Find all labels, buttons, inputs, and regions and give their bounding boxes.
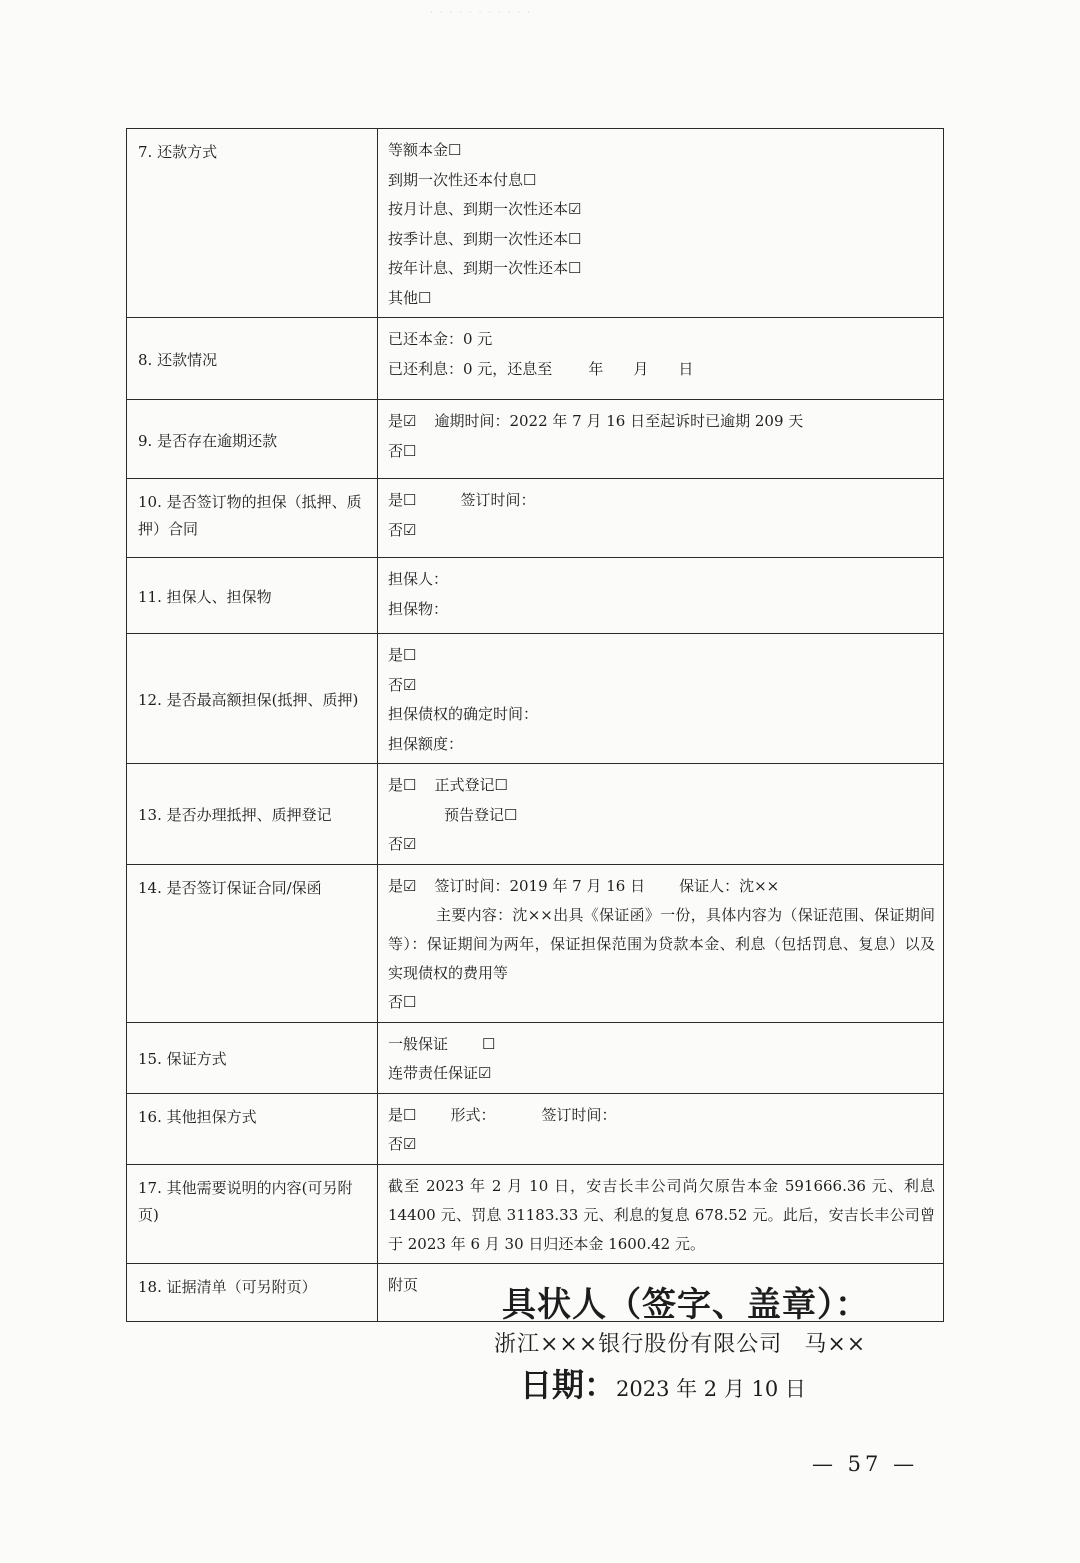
notice-registration-checkbox[interactable]: 预告登记☐	[444, 805, 518, 824]
form-field: 形式：	[450, 1105, 496, 1124]
signature-block	[494, 1282, 1002, 1414]
joint-liability-checkbox[interactable]: 连带责任保证☑	[388, 1064, 492, 1082]
guarantor-name: 保证人：沈××	[679, 876, 780, 895]
page-number: — 57 —	[812, 1452, 919, 1476]
row-registration	[127, 764, 944, 865]
row-guarantor-collateral	[127, 558, 944, 634]
row-label: 18. 证据清单（可另附页）	[127, 1263, 378, 1321]
repaid-interest: 已还利息：0 元，还息至	[388, 359, 553, 378]
sign-time: 签订时间：	[460, 491, 536, 509]
no-checkbox[interactable]: 否☑	[388, 835, 417, 853]
month-label: 月	[633, 359, 649, 378]
row-label: 17. 其他需要说明的内容(可另附页)	[127, 1164, 378, 1263]
row-label: 16. 其他担保方式	[127, 1093, 378, 1164]
date-value: 2023 年 2 月 10 日	[616, 1377, 806, 1401]
row-guarantee-contract	[127, 864, 944, 1022]
yes-checkbox[interactable]: 是☑	[388, 876, 417, 895]
no-checkbox[interactable]: 否☑	[388, 520, 417, 539]
general-guarantee-checkbox[interactable]: ☐	[482, 1034, 496, 1053]
yes-checkbox[interactable]: 是☐	[388, 491, 417, 509]
formal-registration-checkbox[interactable]: 正式登记☐	[434, 776, 508, 794]
option-other[interactable]: 其他☐	[388, 288, 432, 307]
no-checkbox[interactable]: 否☐	[388, 993, 417, 1011]
signer-name: 马××	[804, 1332, 867, 1357]
complaint-form-table	[126, 128, 944, 1322]
guarantor-field: 担保人：	[388, 570, 449, 588]
evidence-content: 附页	[388, 1275, 419, 1294]
no-checkbox[interactable]: 否☑	[388, 1135, 417, 1153]
option-monthly-interest[interactable]: 按月计息、到期一次性还本☑	[388, 200, 582, 218]
year-label: 年	[588, 359, 604, 378]
row-other-guarantee	[127, 1093, 944, 1164]
date-label: 日期：	[520, 1366, 617, 1404]
row-label: 15. 保证方式	[127, 1022, 378, 1093]
row-label: 11. 担保人、担保物	[127, 558, 378, 634]
notes-content: 截至 2023 年 2 月 10 日，安吉长丰公司尚欠原告本金 591666.36 元、利息 14400 元、罚息 31183.33 元、利息的复息 678.52 元。此后，安吉长丰公司曾于 2023 年 6 月 30 日归还本金 1600.42 元。	[388, 1176, 935, 1253]
company-name: 浙江×××银行股份有限公司	[494, 1332, 783, 1357]
row-repayment-status	[127, 318, 944, 400]
row-label: 9. 是否存在逾期还款	[127, 400, 378, 479]
row-label: 8. 还款情况	[127, 318, 378, 400]
option-yearly-interest[interactable]: 按年计息、到期一次性还本☐	[388, 259, 582, 277]
row-label: 13. 是否办理抵押、质押登记	[127, 764, 378, 865]
determination-time: 担保债权的确定时间：	[388, 705, 539, 723]
row-label: 12. 是否最高额担保(抵押、质押)	[127, 634, 378, 764]
repaid-interest-line	[388, 355, 935, 385]
guarantee-amount: 担保额度：	[388, 734, 464, 753]
day-label: 日	[678, 359, 694, 378]
plaintiff-signature-title: 具状人（签字、盖章）：	[502, 1285, 870, 1325]
sign-time: 签订时间：	[541, 1105, 617, 1124]
yes-checkbox[interactable]: 是☐	[388, 776, 417, 794]
yes-checkbox[interactable]: 是☐	[388, 646, 417, 664]
row-property-guarantee-contract	[127, 479, 944, 558]
row-guarantee-method	[127, 1022, 944, 1093]
general-guarantee-label: 一般保证	[388, 1034, 449, 1053]
yes-checkbox[interactable]: 是☑	[388, 412, 417, 430]
row-label: 14. 是否签订保证合同/保函	[127, 864, 378, 1022]
option-lump-sum[interactable]: 到期一次性还本付息☐	[388, 170, 537, 189]
overdue-time: 逾期时间：2022 年 7 月 16 日至起诉时已逾期 209 天	[434, 412, 804, 430]
row-maximum-guarantee	[127, 634, 944, 764]
option-equal-principal[interactable]: 等额本金☐	[388, 141, 462, 159]
row-label: 10. 是否签订物的担保（抵押、质押）合同	[127, 479, 378, 558]
row-repayment-method	[127, 129, 944, 318]
scan-artifact: · · · · · · · · · · ·	[430, 8, 533, 18]
yes-checkbox[interactable]: 是☐	[388, 1105, 417, 1124]
no-checkbox[interactable]: 否☐	[388, 441, 417, 460]
no-checkbox[interactable]: 否☑	[388, 675, 417, 694]
row-overdue	[127, 400, 944, 479]
repaid-principal: 已还本金：0 元	[388, 330, 493, 348]
option-quarterly-interest[interactable]: 按季计息、到期一次性还本☐	[388, 229, 582, 248]
guarantee-content: 主要内容：沈××出具《保证函》一份，具体内容为（保证范围、保证期间等）：保证期间为两年，保证担保范围为贷款本金、利息（包括罚息、复息）以及实现债权的费用等	[388, 906, 935, 982]
collateral-field: 担保物：	[388, 599, 449, 618]
row-label: 7. 还款方式	[127, 129, 378, 318]
sign-time: 签订时间：2019 年 7 月 16 日	[434, 876, 646, 895]
row-other-notes	[127, 1164, 944, 1263]
